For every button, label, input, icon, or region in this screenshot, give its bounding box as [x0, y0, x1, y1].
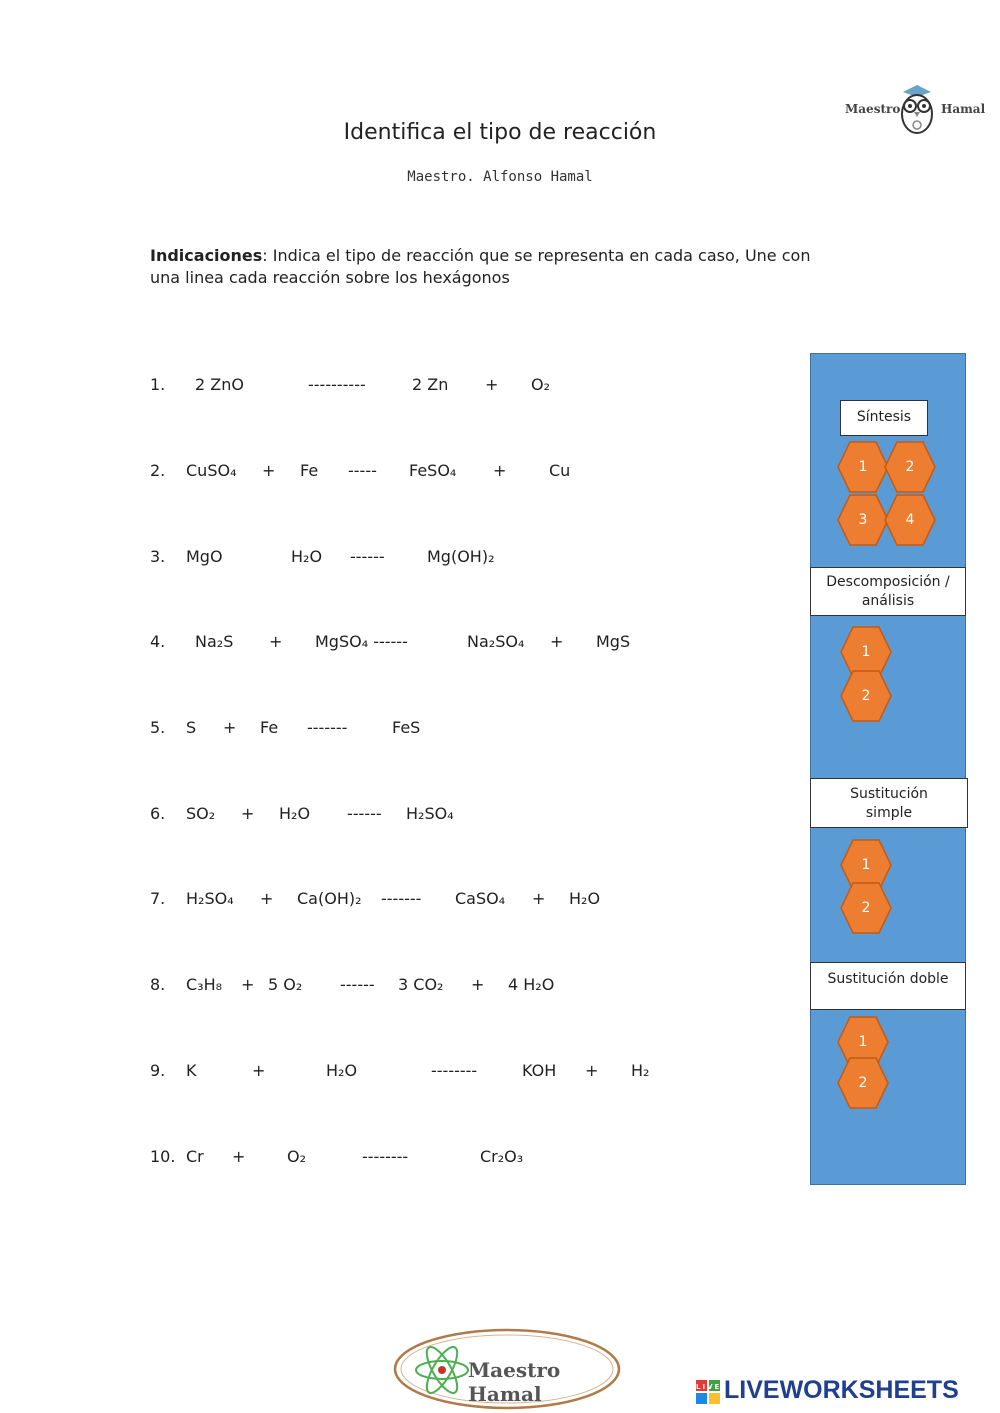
- reactant-with-arrow: MgSO₄ ------: [315, 632, 408, 651]
- product: Cu: [549, 461, 571, 480]
- hexagon-number: 3: [858, 512, 868, 528]
- plus-sign: +: [471, 975, 485, 994]
- reactant: Ca(OH)₂: [297, 889, 362, 908]
- reactant: Fe: [260, 718, 279, 737]
- hexagon-number: 1: [858, 1034, 868, 1050]
- instructions-label: Indicaciones: [150, 246, 263, 265]
- reaction-number: 5.: [150, 718, 166, 737]
- author-line: Maestro. Alfonso Hamal: [407, 169, 593, 185]
- reaction-number: 2.: [150, 461, 166, 480]
- product: Na₂SO₄: [467, 632, 525, 651]
- product: 2 Zn: [412, 375, 449, 394]
- hexagon-number: 1: [861, 644, 871, 660]
- logo-badge-text: LIVE: [696, 1383, 722, 1391]
- hexagon-slot[interactable]: [837, 441, 889, 493]
- instructions: [150, 245, 840, 289]
- logo-right-text: Hamal: [941, 102, 986, 116]
- reaction-number: 6.: [150, 804, 166, 823]
- reactant: C₃H₈: [186, 975, 223, 994]
- reaction-arrow: --------: [431, 1061, 478, 1080]
- reactant: H₂O: [326, 1061, 358, 1080]
- reactant: SO₂: [186, 804, 216, 823]
- hexagon-number: 2: [858, 1075, 868, 1091]
- reactant: H₂O: [279, 804, 311, 823]
- product: O₂: [531, 375, 551, 394]
- reaction-number: 4.: [150, 632, 166, 651]
- reaction-arrow: --------: [362, 1147, 409, 1166]
- hexagon-number: 2: [861, 688, 871, 704]
- reactant: 5 O₂: [268, 975, 303, 994]
- logo-left-text: Maestro: [845, 102, 901, 116]
- page-title: Identifica el tipo de reacción: [343, 120, 657, 145]
- product: H₂: [631, 1061, 650, 1080]
- reaction-number: 8.: [150, 975, 166, 994]
- reactant: H₂SO₄: [186, 889, 234, 908]
- reactant: H₂O: [291, 547, 323, 566]
- hexagon-number: 1: [858, 459, 868, 475]
- liveworksheets-logo-icon: [696, 1380, 720, 1404]
- reaction-number: 10.: [150, 1147, 176, 1166]
- category-decomposition-label: Descomposición / análisis: [810, 567, 966, 616]
- product: CaSO₄: [455, 889, 506, 908]
- plus-sign: +: [269, 632, 283, 651]
- product: 4 H₂O: [508, 975, 555, 994]
- reaction-arrow: ------: [350, 547, 385, 566]
- product: 3 CO₂: [398, 975, 444, 994]
- product: FeSO₄: [409, 461, 457, 480]
- plus-sign: +: [241, 975, 255, 994]
- hexagon-slot[interactable]: [884, 494, 936, 546]
- product: MgS: [596, 632, 631, 651]
- reactant: 2 ZnO: [195, 375, 244, 394]
- product: Mg(OH)₂: [427, 547, 495, 566]
- reaction-arrow: -------: [307, 718, 348, 737]
- reaction-arrow: ------: [347, 804, 382, 823]
- product: H₂O: [569, 889, 601, 908]
- reaction-arrow: -----: [348, 461, 377, 480]
- reaction-number: 1.: [150, 375, 166, 394]
- plus-sign: +: [585, 1061, 599, 1080]
- hexagon-slot[interactable]: [837, 494, 889, 546]
- plus-sign: +: [550, 632, 564, 651]
- product: FeS: [392, 718, 421, 737]
- reactant: CuSO₄: [186, 461, 237, 480]
- hexagon-number: 2: [861, 900, 871, 916]
- instructions-text: : Indica el tipo de reacción que se representa en cada caso, Une con una linea cada reacción sobre los hexágonos: [150, 246, 811, 287]
- category-single-substitution-label: Sustitución simple: [810, 778, 968, 828]
- hexagon-number: 2: [905, 459, 915, 475]
- product: H₂SO₄: [406, 804, 454, 823]
- plus-sign: +: [532, 889, 546, 908]
- reactant: Na₂S: [195, 632, 234, 651]
- reactant: O₂: [287, 1147, 307, 1166]
- reactant: S: [186, 718, 197, 737]
- hexagon-number: 4: [905, 512, 915, 528]
- plus-sign: +: [262, 461, 276, 480]
- plus-sign: +: [493, 461, 507, 480]
- product: Cr₂O₃: [480, 1147, 524, 1166]
- plus-sign: +: [241, 804, 255, 823]
- reaction-number: 3.: [150, 547, 166, 566]
- plus-sign: +: [232, 1147, 246, 1166]
- hexagon-slot[interactable]: [884, 441, 936, 493]
- liveworksheets-brand: [696, 1376, 996, 1410]
- hexagon-number: 1: [861, 857, 871, 873]
- plus-sign: +: [485, 375, 499, 394]
- liveworksheets-wordmark: LIVEWORKSHEETS: [724, 1376, 959, 1404]
- reaction-number: 9.: [150, 1061, 166, 1080]
- reactant: Fe: [300, 461, 319, 480]
- reactant: MgO: [186, 547, 223, 566]
- reaction-arrow: ------: [340, 975, 375, 994]
- category-synthesis-label: Síntesis: [840, 400, 928, 436]
- reaction-arrow: -------: [381, 889, 422, 908]
- footer-logo-text: Maestro Hamal: [468, 1358, 561, 1406]
- reactant: Cr: [186, 1147, 204, 1166]
- reactant: K: [186, 1061, 197, 1080]
- product: KOH: [522, 1061, 557, 1080]
- maestro-hamal-footer-logo: [392, 1327, 622, 1411]
- hexagon-slot[interactable]: [840, 670, 892, 722]
- hexagon-slot[interactable]: [837, 1057, 889, 1109]
- category-double-substitution-label: Sustitución doble: [810, 962, 966, 1010]
- plus-sign: +: [260, 889, 274, 908]
- plus-sign: +: [223, 718, 237, 737]
- reaction-number: 7.: [150, 889, 166, 908]
- hexagon-slot[interactable]: [840, 882, 892, 934]
- reaction-arrow: ----------: [308, 375, 366, 394]
- plus-sign: +: [252, 1061, 266, 1080]
